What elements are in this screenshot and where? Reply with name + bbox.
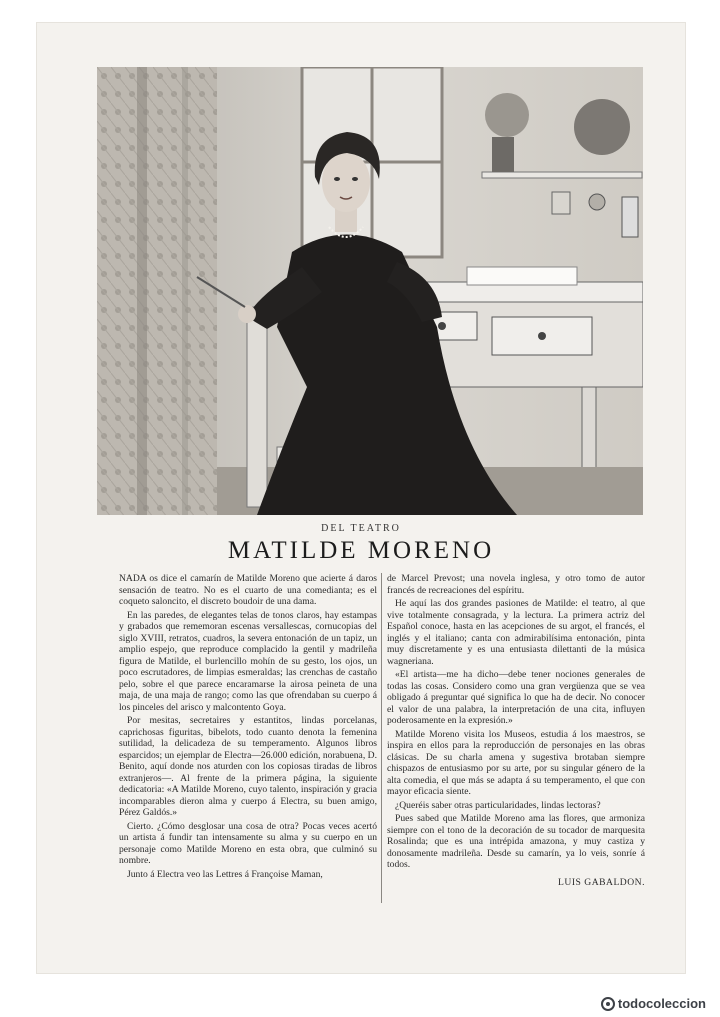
article-paragraph: Junto á Electra veo las Lettres á Françoise Maman, — [127, 868, 323, 880]
portrait-photograph — [97, 67, 643, 515]
article-paragraph: NADA os dice el camarín de Matilde Moreno que acierte á daros sensación de teatro. No es el cuarto de una comedianta; es el coqueto saloncito, el discreto boudoir de una dama. — [119, 573, 377, 607]
article-paragraph: de Marcel Prevost; una novela inglesa, y otro tomo de autor francés de recreaciones del espíritu. — [387, 573, 645, 596]
article-left-column — [119, 573, 377, 882]
watermark — [601, 996, 706, 1011]
article-paragraph: He aquí las dos grandes pasiones de Matilde: el teatro, al que vive totalmente consagrada, y la lectura. La primera actriz del Español conoce, hasta en las acepciones de su argot, el francés, el inglés y el italiano; canta con admirabilísima entonación, pinta muy discretamente y es una entusiasta dilettanti de la música wagneriana. — [387, 598, 645, 667]
article-paragraph: ¿Queréis saber otras particularidades, lindas lectoras? — [395, 799, 601, 811]
watermark-text: todocoleccion — [617, 996, 706, 1011]
author-signature: LUIS GABALDON. — [558, 876, 645, 888]
article-paragraph: Por mesitas, secretaires y estantitos, lindas porcelanas, caprichosas figuritas, bibelots, todo cuanto denota la femenina sutilidad, la delicadeza de su temperamento. Algunos libros esparcidos; un ejemplar de Electra—26.000 edición, norabuena, D. Benito, aquí donde nos aturden con los copiosas tiradas de libros extranjeros—. Al frente de la primera página, la siguiente dedicatoria: «A Matilde Moreno, cuyo talento, inspiración y gracia incomparables dieron alma y cuerpo á Electra, su buen amigo, Pérez Galdós.» — [119, 715, 377, 818]
article-right-column — [387, 573, 645, 888]
article-paragraph: «El artista—me ha dicho—debe tener nociones generales de todas las cosas. Considero como una gran vergüenza que se vea obligado á preguntar qué significa lo que ha de decir. No conocer el valor de una palabra, la interpretación de una cita, influyen poderosamente en la expresión.» — [387, 669, 645, 726]
section-label: DEL TEATRO — [321, 523, 401, 534]
column-divider — [381, 573, 382, 903]
article-title: MATILDE MORENO — [227, 537, 495, 564]
magazine-page — [36, 22, 686, 974]
article-paragraph: En las paredes, de elegantes telas de tonos claros, hay estampas y grabados que rememoran escenas versallescas, cornucopias del siglo XVIII, retratos, cuadros, la severa entonación de un tapiz, un amplio espejo, que reproduce complacido la gentil y madrileña figura de Matilde, el burlencillo mohín de su gesto, los ojos, un poco escrutadores, de limpias esmeraldas; las crenchas de castaño pelo, sobre el que parece encaramarse la airosa peineta de una maja, de una maja de rango; como las que ofrendaban su cuerpo á los pinceles del arisco y malcontento Goya. — [119, 609, 377, 713]
watermark-logo-icon — [601, 997, 615, 1011]
article-paragraph: Matilde Moreno visita los Museos, estudia á los maestros, se inspira en ellos para la reproducción de personajes en las obras clásicas. De su charla amena y sugestiva brotaban siempre chispazos de entusiasmo por su arte, por su singular género de la alta comedia, el que más se adapta á su temperamento, el que con mayor eficacia siente. — [387, 728, 645, 797]
article-paragraph: Pues sabed que Matilde Moreno ama las flores, que armoniza siempre con el tono de la decoración de su tocador de marquesita Rosalinda; que es una intrépida amazona, y muy castiza y donosamente madrileña. Desde su camarín, ya lo veis, sonríe á todos. — [387, 813, 645, 870]
portrait-image — [97, 67, 643, 515]
article-paragraph: Cierto. ¿Cómo desglosar una cosa de otra? Pocas veces acertó un artista á fundir tan intensamente su alma y su cuerpo en un personaje como Matilde Moreno en esta obra, que culminó su nombre. — [119, 820, 377, 866]
